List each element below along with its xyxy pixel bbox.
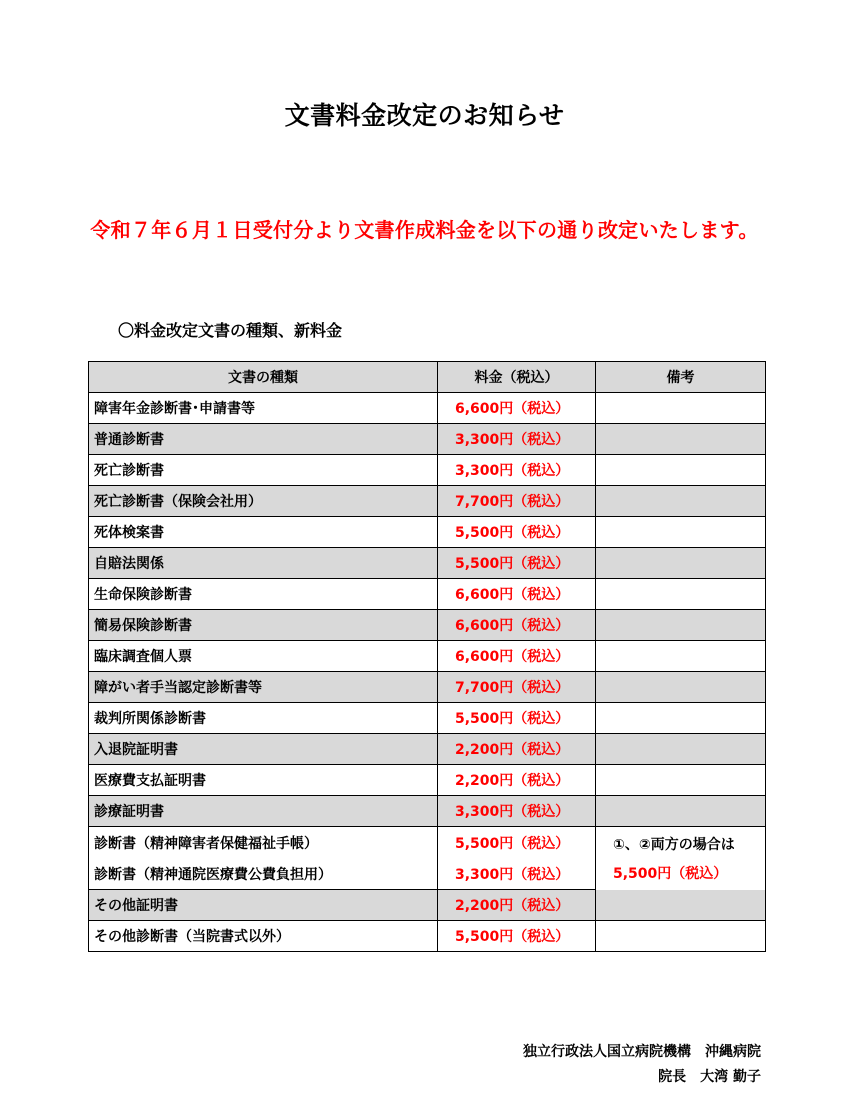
document-type: 簡易保険診断書 — [89, 610, 438, 641]
document-type: 診断書（精神通院医療費公費負担用） — [89, 858, 438, 890]
remark — [596, 579, 766, 610]
table-row — [89, 455, 766, 486]
fee: 6,600円（税込） — [438, 393, 596, 424]
table-row — [89, 393, 766, 424]
fee: 2,200円（税込） — [438, 890, 596, 921]
fee: 3,300円（税込） — [438, 796, 596, 827]
fee: 3,300円（税込） — [438, 455, 596, 486]
fee: 5,500円（税込） — [438, 921, 596, 952]
table-row — [89, 548, 766, 579]
table-row — [89, 734, 766, 765]
remark — [596, 641, 766, 672]
table-row — [89, 796, 766, 827]
fee: 5,500円（税込） — [438, 517, 596, 548]
document-type: その他診断書（当院書式以外） — [89, 921, 438, 952]
remark — [596, 734, 766, 765]
fee: 5,500円（税込） — [438, 827, 596, 859]
revision-notice: 令和７年６月１日受付分より文書作成料金を以下の通り改定いたします。 — [90, 218, 759, 242]
fee: 2,200円（税込） — [438, 765, 596, 796]
remark — [596, 548, 766, 579]
fee: 7,700円（税込） — [438, 672, 596, 703]
document-type: 医療費支払証明書 — [89, 765, 438, 796]
fee: 2,200円（税込） — [438, 734, 596, 765]
header-document-type: 文書の種類 — [89, 362, 438, 393]
document-type: 生命保険診断書 — [89, 579, 438, 610]
table-row — [89, 703, 766, 734]
table-row — [89, 672, 766, 703]
document-type: 障がい者手当認定診断書等 — [89, 672, 438, 703]
remark — [596, 796, 766, 827]
remark — [596, 890, 766, 921]
fee: 3,300円（税込） — [438, 858, 596, 890]
page-title: 文書料金改定のお知らせ — [284, 101, 565, 130]
issuer-block — [523, 1040, 761, 1090]
fee: 6,600円（税込） — [438, 641, 596, 672]
table-row — [89, 827, 766, 859]
fee-table — [88, 361, 766, 952]
document-type: 診療証明書 — [89, 796, 438, 827]
issuer-organization: 独立行政法人国立病院機構 沖縄病院 — [523, 1044, 761, 1060]
document-type: 死亡診断書 — [89, 455, 438, 486]
header-remarks: 備考 — [596, 362, 766, 393]
table-row — [89, 486, 766, 517]
section-heading: 〇料金改定文書の種類、新料金 — [118, 321, 343, 340]
document-type: 自賠法関係 — [89, 548, 438, 579]
remark — [596, 610, 766, 641]
document-type: 普通診断書 — [89, 424, 438, 455]
fee: 6,600円（税込） — [438, 579, 596, 610]
fee: 5,500円（税込） — [438, 703, 596, 734]
table-row — [89, 641, 766, 672]
table-row — [89, 517, 766, 548]
table-row — [89, 610, 766, 641]
remark — [596, 672, 766, 703]
merged-remark-condition: ①、②両方の場合は — [613, 837, 735, 853]
document-type: その他証明書 — [89, 890, 438, 921]
document-type: 障害年金診断書･申請書等 — [89, 393, 438, 424]
document-type: 死体検案書 — [89, 517, 438, 548]
merged-remark — [596, 827, 766, 890]
merged-remark-fee: 5,500円（税込） — [613, 866, 728, 882]
fee: 6,600円（税込） — [438, 610, 596, 641]
document-type: 裁判所関係診断書 — [89, 703, 438, 734]
remark — [596, 455, 766, 486]
remark — [596, 486, 766, 517]
fee: 7,700円（税込） — [438, 486, 596, 517]
remark — [596, 765, 766, 796]
table-header-row — [89, 362, 766, 393]
remark — [596, 703, 766, 734]
remark — [596, 921, 766, 952]
fee: 3,300円（税込） — [438, 424, 596, 455]
table-row — [89, 890, 766, 921]
remark — [596, 424, 766, 455]
document-type: 死亡診断書（保険会社用） — [89, 486, 438, 517]
table-row — [89, 579, 766, 610]
remark — [596, 517, 766, 548]
header-fee: 料金（税込） — [438, 362, 596, 393]
fee: 5,500円（税込） — [438, 548, 596, 579]
document-type: 入退院証明書 — [89, 734, 438, 765]
document-type: 臨床調査個人票 — [89, 641, 438, 672]
table-row — [89, 921, 766, 952]
document-type: 診断書（精神障害者保健福祉手帳） — [89, 827, 438, 859]
issuer-director: 院長 大湾 勤子 — [658, 1069, 761, 1085]
table-row — [89, 424, 766, 455]
table-row — [89, 765, 766, 796]
remark — [596, 393, 766, 424]
